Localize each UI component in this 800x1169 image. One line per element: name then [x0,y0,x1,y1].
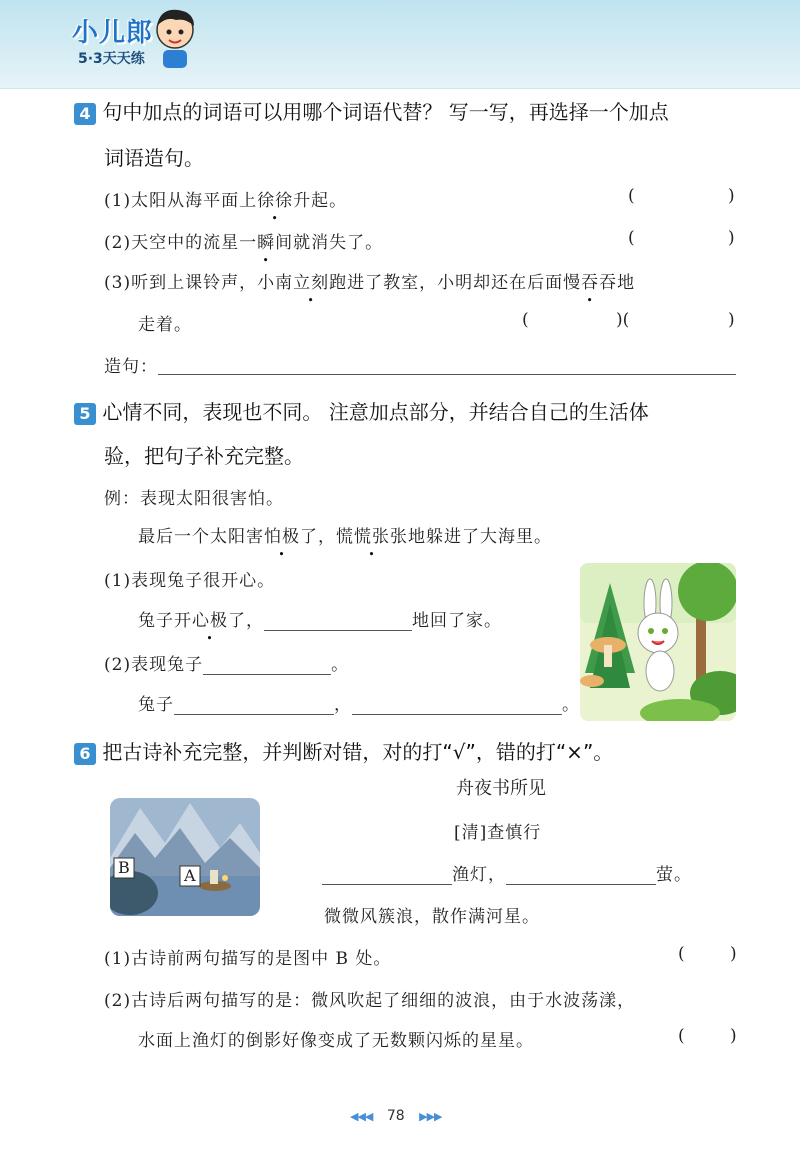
page-footer [350,1108,442,1124]
q4-answer-3a[interactable]: ( [522,310,529,330]
q4-number-badge: 4 [74,103,96,125]
rabbit-illustration [580,563,736,721]
q6-judge-1-answer[interactable]: ( [678,944,685,964]
poem-blank-2[interactable] [506,864,656,885]
q5-blank-3[interactable] [174,694,334,715]
dotted-word: 害怕极了 [246,527,318,547]
q5-example-sentence: 最后一个太阳害怕极了，慌慌张张地躲进了大海里。 [138,527,552,547]
q4-title-line1: 4 句中加点的词语可以用哪个词语代替？ 写一写，再选择一个加点 [74,96,669,125]
q6-number-badge: 6 [74,743,96,765]
dotted-word: 慌慌张张 [336,527,408,547]
lake-illustration [110,798,260,916]
poem-line-1: 渔灯， 萤。 [322,860,692,885]
q4-sentence-line[interactable] [158,352,736,375]
image-label-a: A [184,866,196,885]
dotted-word: 慢吞吞 [563,273,618,293]
q5-item-1-sentence: 兔子开心极了， 地回了家。 [138,611,502,631]
q6-judge-2-line2: 水面上渔灯的倒影好像变成了无数颗闪烁的星星。 [138,1031,534,1051]
q5-number-badge: 5 [74,403,96,425]
q5-blank-2[interactable] [203,654,331,675]
q4-item-1: (1)太阳从海平面上徐徐升起。 [104,191,348,211]
q4-item-3-continued: 走着。 [138,315,192,335]
right-arrows-icon: ▶▶▶ [419,1110,442,1123]
left-arrows-icon: ◀◀◀ [350,1110,373,1123]
q4-sentence-label: 造句： [104,357,158,377]
poem-title: 舟夜书所见 [456,778,546,799]
mascot-boy-icon [150,6,200,70]
brand-subtitle: 5·3天天练 [78,51,145,67]
q5-example-label: 例：表现太阳很害怕。 [104,489,284,509]
dotted-word: 一瞬间 [239,233,294,253]
q5-blank-4[interactable] [352,694,562,715]
dotted-word: 徐徐 [257,191,294,211]
brand-logo: 小儿郎 [72,18,154,48]
q5-item-2-label: (2)表现兔子 。 [104,655,350,675]
q5-item-1-label: (1)表现兔子很开心。 [104,571,276,591]
q5-title-line1: 5 心情不同，表现也不同。 注意加点部分，并结合自己的生活体 [74,396,649,425]
image-label-b: B [118,858,130,877]
q6-judge-1: (1)古诗前两句描写的是图中 B 处。 [104,949,392,969]
q4-answer-1[interactable]: ( [628,186,635,206]
dotted-word: 立刻 [293,273,330,293]
poem-line-2: 微微风簇浪，散作满河星。 [324,907,540,927]
q5-blank-1[interactable] [264,610,412,631]
q5-item-2-sentence: 兔子 ， 。 [138,695,580,715]
dotted-word: 开心极了 [174,611,246,631]
poem-blank-1[interactable] [322,864,452,885]
q4-answer-2[interactable]: ( [628,228,635,248]
q6-title: 6 把古诗补充完整，并判断对错，对的打“√”，错的打“×”。 [74,736,613,765]
q6-judge-2-answer[interactable]: ( [678,1026,685,1046]
q6-judge-2-line1: (2)古诗后两句描写的是：微风吹起了细细的波浪，由于水波荡漾， [104,991,636,1011]
q4-item-2: (2)天空中的流星一瞬间就消失了。 [104,233,384,253]
q4-answer-3b[interactable]: )( [616,310,630,330]
q4-item-3: (3)听到上课铃声，小南立刻跑进了教室，小明却还在后面慢吞吞地 [104,273,636,293]
poem-author: [清]查慎行 [454,823,542,843]
q4-title-line2: 词语造句。 [104,146,204,170]
page-number: 78 [386,1108,405,1124]
q5-title-line2: 验，把句子补充完整。 [104,444,304,468]
